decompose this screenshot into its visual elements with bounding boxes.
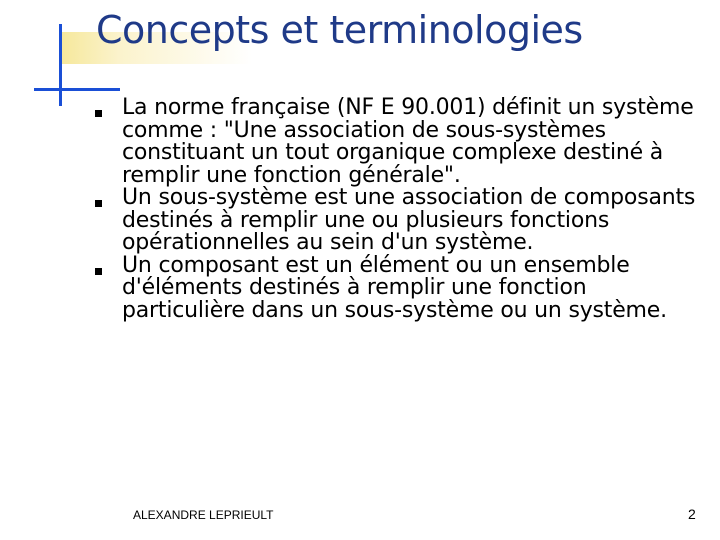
- bullet-item: [95, 97, 710, 187]
- footer-author: ALEXANDRE LEPRIEULT: [133, 508, 274, 522]
- bullet-item: [95, 187, 710, 255]
- square-bullet-icon: [95, 268, 102, 275]
- bullet-text: Un sous-système est une association de composants destinés à remplir une ou plusieurs fonctions opérationnelles au sein d'un système.: [122, 185, 696, 255]
- square-bullet-icon: [95, 200, 102, 207]
- bullet-list: [95, 97, 710, 322]
- slide-title: Concepts et terminologies: [96, 8, 583, 52]
- title-decoration-horizontal-line: [34, 88, 120, 91]
- bullet-text: La norme française (NF E 90.001) définit un système comme : "Une association de sous-systèmes constituant un tout organique complexe destiné à remplir une fonction générale".: [122, 95, 694, 188]
- page-number: 2: [688, 506, 696, 522]
- bullet-item: [95, 252, 710, 323]
- title-decoration-vertical-line: [59, 24, 62, 106]
- bullet-text: Un composant est un élément ou un ensemble d'éléments destinés à remplir une fonction particulière dans un sous-système ou un système.: [122, 252, 667, 323]
- square-bullet-icon: [95, 110, 102, 117]
